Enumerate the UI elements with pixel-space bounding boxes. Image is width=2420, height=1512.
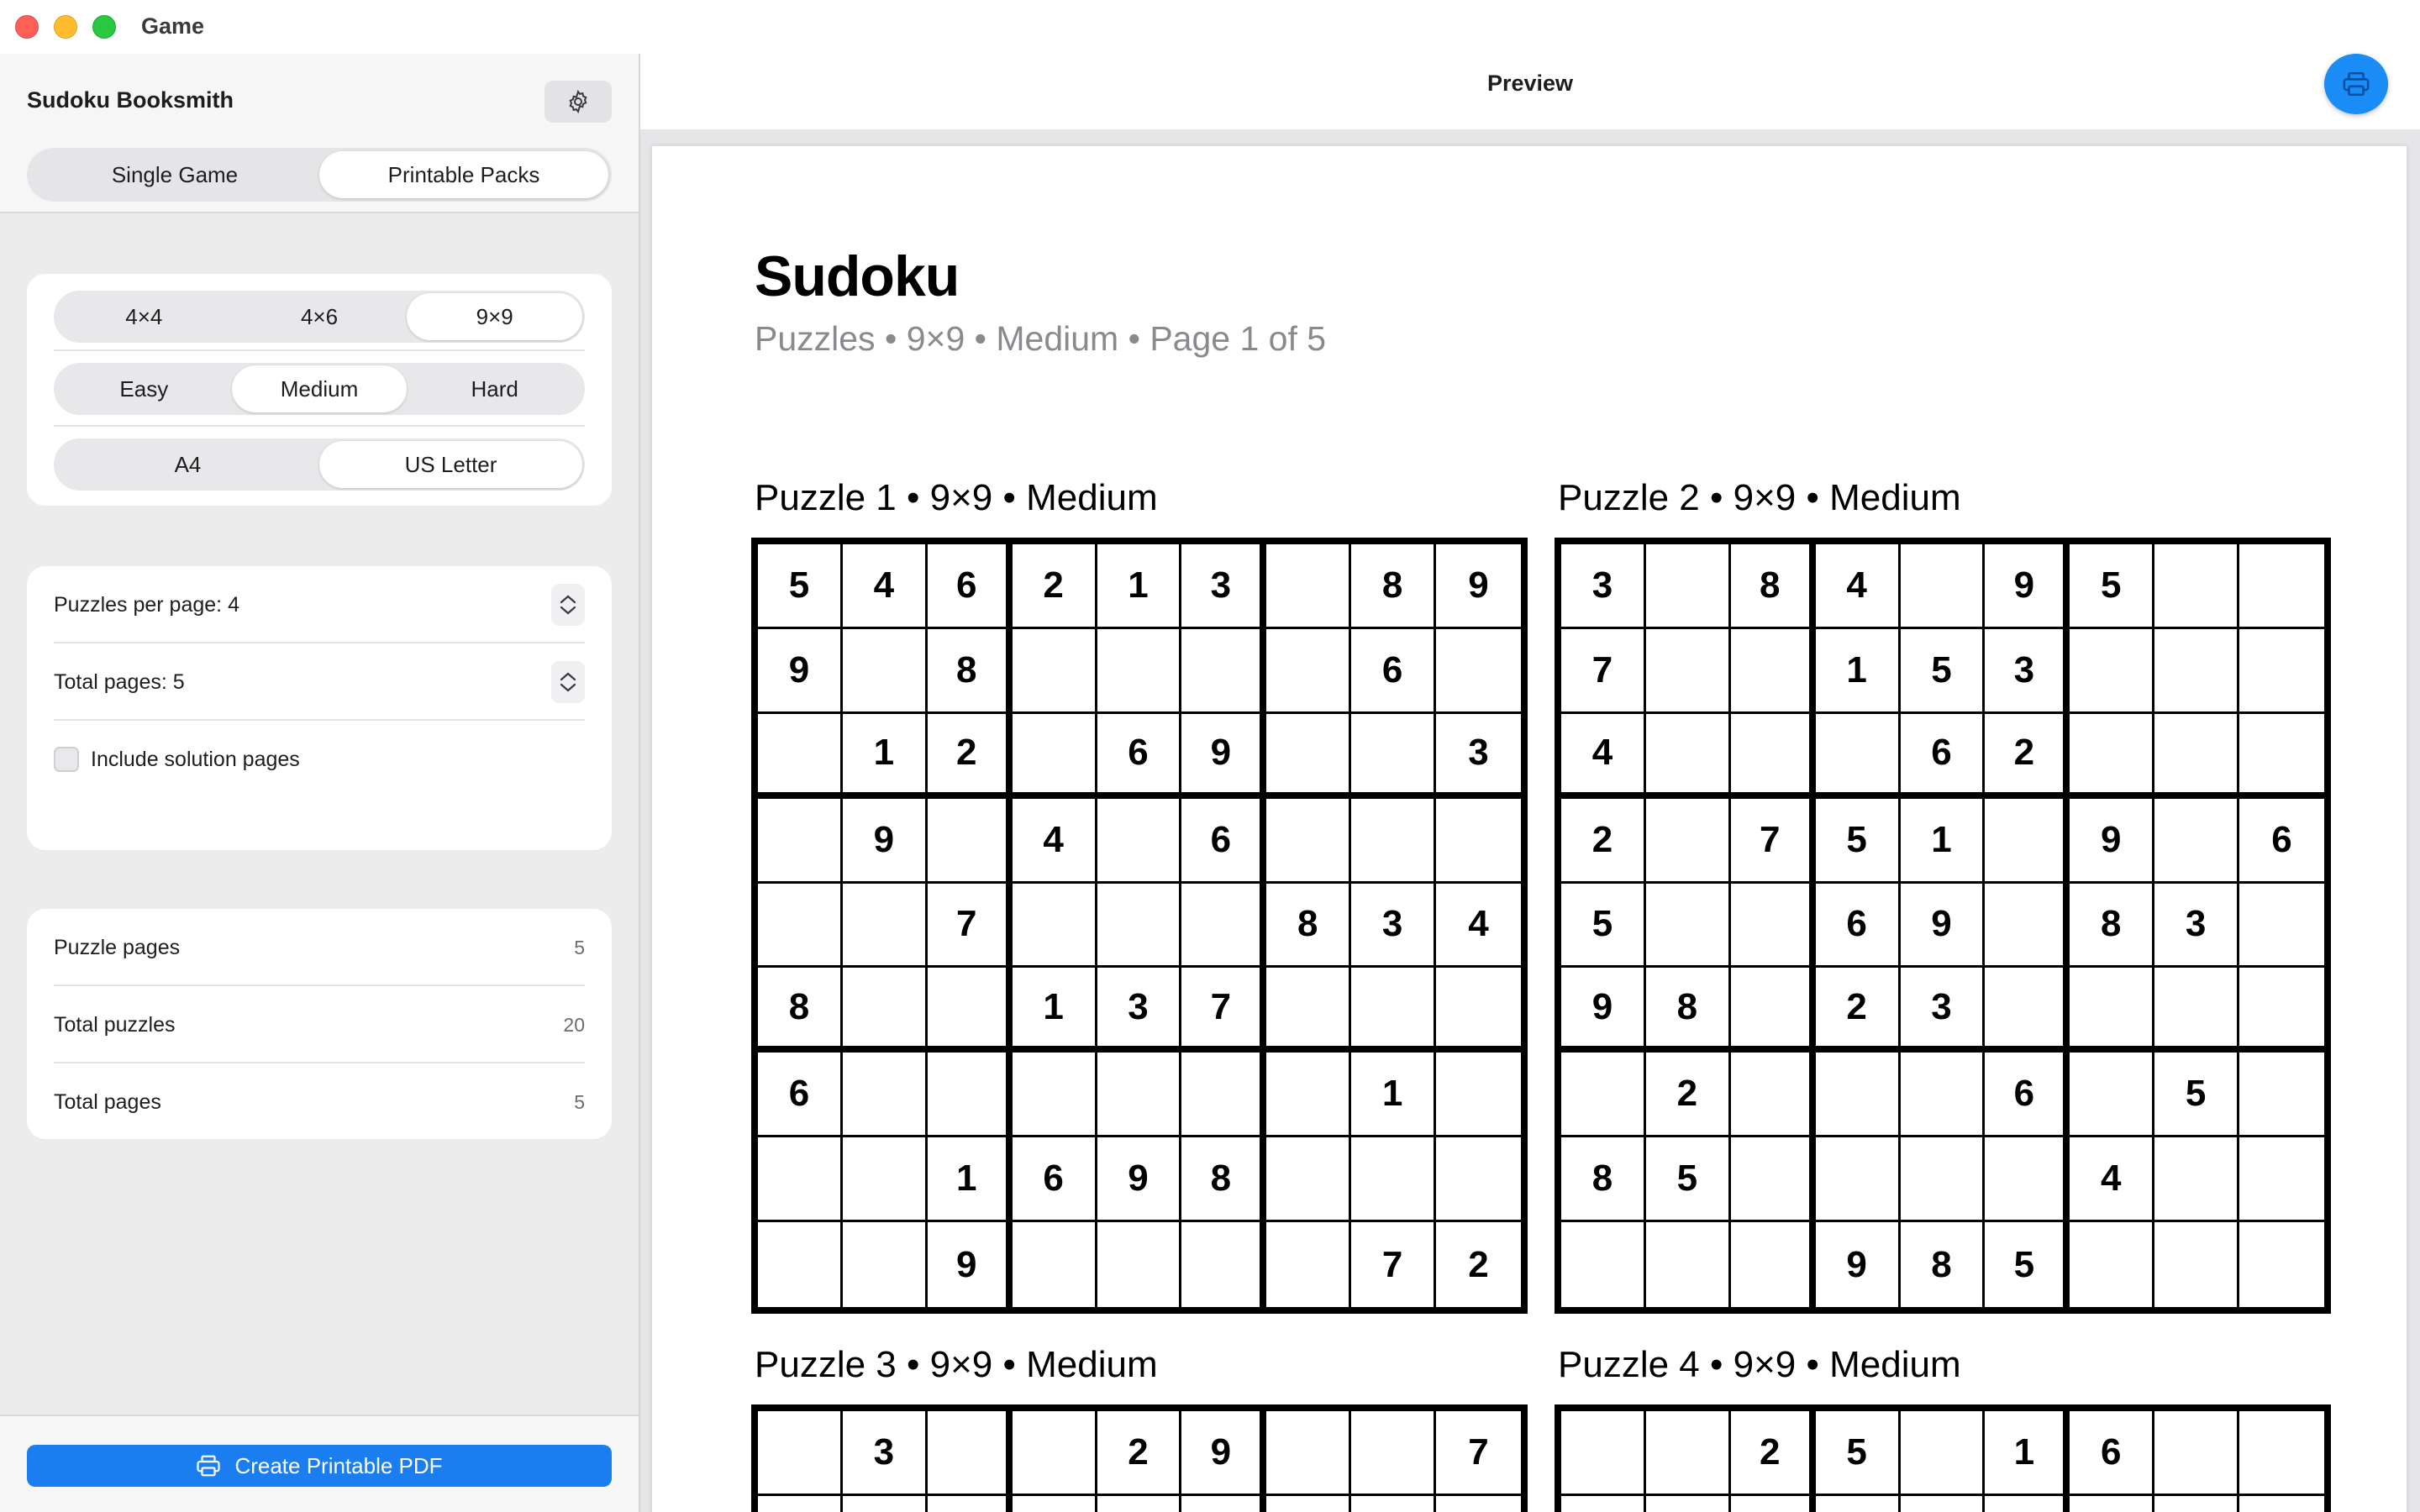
sudoku-cell: 3 <box>2154 884 2239 969</box>
sudoku-cell: 8 <box>2070 884 2154 969</box>
sudoku-cell <box>1266 968 1351 1053</box>
pages-card <box>27 566 612 850</box>
sudoku-cell <box>1013 1053 1097 1137</box>
sudoku-cell <box>1561 1053 1646 1137</box>
sudoku-cell <box>1181 629 1266 714</box>
summary-row <box>54 1063 585 1141</box>
puzzle-title: Puzzle 2 • 9×9 • Medium <box>1558 477 1961 518</box>
sudoku-cell <box>843 1222 928 1307</box>
sudoku-cell <box>1351 968 1436 1053</box>
sudoku-cell: 7 <box>928 884 1013 969</box>
sudoku-cell <box>1561 1496 1646 1512</box>
sudoku-cell: 7 <box>1436 1411 1521 1496</box>
sudoku-cell <box>2154 799 2239 884</box>
sudoku-cell <box>1985 1137 2070 1222</box>
document-title: Sudoku <box>755 244 960 308</box>
sudoku-cell <box>1351 1496 1436 1512</box>
sudoku-cell: 4 <box>1816 544 1901 629</box>
sudoku-cell: 3 <box>843 1411 928 1496</box>
sudoku-cell: 2 <box>1985 714 2070 799</box>
sudoku-cell <box>1646 1496 1731 1512</box>
sudoku-cell: 4 <box>1561 714 1646 799</box>
sudoku-cell <box>1013 1496 1097 1512</box>
sudoku-cell <box>1351 1411 1436 1496</box>
sudoku-cell <box>1013 884 1097 969</box>
puzzle-title: Puzzle 1 • 9×9 • Medium <box>755 477 1158 518</box>
sudoku-cell <box>1901 544 1986 629</box>
divider <box>54 425 585 427</box>
sudoku-cell <box>1731 884 1816 969</box>
size-option-4x6[interactable]: 4×6 <box>300 303 339 329</box>
size-segmented-control <box>54 291 585 343</box>
sudoku-cell: 7 <box>1181 968 1266 1053</box>
sudoku-cell <box>1181 1496 1266 1512</box>
sudoku-cell <box>1731 1137 1816 1222</box>
options-card <box>27 274 612 506</box>
sudoku-cell <box>843 1496 928 1512</box>
sudoku-cell <box>2070 1222 2154 1307</box>
title-bar <box>0 0 2420 54</box>
sudoku-cell: 5 <box>1985 1222 2070 1307</box>
sudoku-cell <box>1561 1411 1646 1496</box>
document-page <box>652 146 2407 1512</box>
sudoku-cell <box>1985 884 2070 969</box>
sudoku-cell <box>758 714 843 799</box>
puzzles-per-page-label: Puzzles per page: 4 <box>54 592 239 617</box>
sudoku-cell <box>1436 1496 1521 1512</box>
sudoku-cell <box>1985 799 2070 884</box>
sudoku-cell: 1 <box>843 714 928 799</box>
sudoku-cell <box>1436 1137 1521 1222</box>
sudoku-cell <box>1901 1053 1986 1137</box>
sudoku-cell: 8 <box>1266 884 1351 969</box>
sudoku-cell: 6 <box>1351 629 1436 714</box>
sudoku-cell <box>1646 714 1731 799</box>
puzzle-title: Puzzle 4 • 9×9 • Medium <box>1558 1344 1961 1385</box>
sudoku-cell <box>1181 1053 1266 1137</box>
sudoku-cell <box>1731 629 1816 714</box>
sudoku-cell: 3 <box>1097 968 1182 1053</box>
sudoku-cell <box>1816 1053 1901 1137</box>
sudoku-cell <box>2239 1137 2324 1222</box>
sudoku-cell <box>758 1411 843 1496</box>
printer-icon <box>2342 71 2370 97</box>
sudoku-grid <box>1555 538 2331 1314</box>
chevron-down-icon[interactable] <box>559 682 577 694</box>
sudoku-cell <box>1646 799 1731 884</box>
sudoku-cell <box>2154 1411 2239 1496</box>
sudoku-cell: 9 <box>1181 1411 1266 1496</box>
close-window-button[interactable] <box>15 15 39 39</box>
sudoku-cell <box>1013 1222 1097 1307</box>
sudoku-cell <box>1013 629 1097 714</box>
sudoku-cell <box>843 884 928 969</box>
summary-row <box>54 986 585 1063</box>
sudoku-cell <box>758 884 843 969</box>
summary-label: Puzzle pages <box>54 935 181 959</box>
sudoku-cell: 7 <box>1731 799 1816 884</box>
sudoku-grid <box>751 538 1528 1314</box>
sudoku-cell <box>843 968 928 1053</box>
sudoku-cell: 3 <box>1181 544 1266 629</box>
difficulty-segmented-control <box>54 363 585 415</box>
sudoku-cell <box>928 1411 1013 1496</box>
sudoku-cell: 2 <box>1468 1243 1489 1285</box>
settings-button[interactable] <box>544 81 612 123</box>
sudoku-cell: 8 <box>1561 1137 1646 1222</box>
paper-segmented-control <box>54 438 585 491</box>
sudoku-cell: 6 <box>928 544 1013 629</box>
include-solutions-row <box>54 721 585 798</box>
tab-single-game[interactable]: Single Game <box>111 161 239 187</box>
sudoku-cell <box>2154 1137 2239 1222</box>
sudoku-cell <box>1351 1137 1436 1222</box>
sudoku-cell: 8 <box>928 629 1013 714</box>
sudoku-cell <box>2239 1496 2324 1512</box>
sudoku-cell: 9 <box>1985 544 2070 629</box>
sudoku-cell <box>1436 1053 1521 1137</box>
sudoku-cell: 9 <box>758 629 843 714</box>
sudoku-cell: 9 <box>928 1222 1013 1307</box>
sudoku-cell <box>1266 544 1351 629</box>
summary-label: Total pages <box>54 1089 161 1114</box>
sudoku-cell: 6 <box>1013 1137 1097 1222</box>
sudoku-cell: 9 <box>1436 544 1521 629</box>
difficulty-option-medium[interactable]: Medium <box>232 365 408 412</box>
sudoku-cell <box>1097 1222 1182 1307</box>
sudoku-cell <box>2154 714 2239 799</box>
sudoku-cell: 8 <box>1731 544 1816 629</box>
sudoku-cell <box>1266 1496 1351 1512</box>
sudoku-cell <box>2070 714 2154 799</box>
sudoku-cell <box>1097 1496 1182 1512</box>
sidebar-footer <box>0 1415 639 1512</box>
sudoku-cell: 7 <box>1351 1222 1436 1307</box>
size-option-9x9[interactable]: 9×9 <box>407 293 582 340</box>
preview-area[interactable] <box>640 129 2420 1512</box>
sudoku-cell <box>1266 1411 1351 1496</box>
zoom-window-button[interactable] <box>92 15 116 39</box>
sudoku-cell <box>758 1222 843 1307</box>
chevron-up-icon[interactable] <box>559 670 577 682</box>
sudoku-cell: 2 <box>1731 1411 1816 1496</box>
sudoku-cell: 8 <box>1646 968 1731 1053</box>
divider <box>54 349 585 351</box>
sudoku-cell <box>1266 799 1351 884</box>
sudoku-cell <box>843 1053 928 1137</box>
sudoku-cell: 1 <box>1901 799 1986 884</box>
sudoku-cell <box>1097 799 1182 884</box>
sudoku-cell <box>1266 1222 1351 1307</box>
sudoku-cell <box>1561 1222 1646 1307</box>
sudoku-cell: 4 <box>843 544 928 629</box>
sudoku-cell: 5 <box>1646 1137 1731 1222</box>
sudoku-cell <box>843 629 928 714</box>
paper-option-a4[interactable]: A4 <box>174 451 202 477</box>
summary-value: 20 <box>563 1013 585 1036</box>
sudoku-cell <box>2070 629 2154 714</box>
sudoku-cell <box>1731 714 1816 799</box>
sudoku-cell <box>1013 714 1097 799</box>
total-pages-stepper[interactable] <box>551 661 585 703</box>
puzzles-per-page-stepper[interactable] <box>551 584 585 626</box>
sudoku-cell: 9 <box>1901 884 1986 969</box>
sudoku-cell: 1 <box>1816 629 1901 714</box>
sudoku-cell <box>1985 968 2070 1053</box>
sudoku-cell: 3 <box>1985 629 2070 714</box>
sudoku-cell <box>2239 1222 2324 1307</box>
sudoku-cell <box>1013 1411 1097 1496</box>
sudoku-cell <box>1436 629 1521 714</box>
chevron-up-icon[interactable] <box>559 593 577 605</box>
sudoku-cell <box>843 1137 928 1222</box>
sudoku-cell <box>1097 629 1182 714</box>
sudoku-cell <box>758 1137 843 1222</box>
sudoku-cell: 9 <box>1816 1222 1901 1307</box>
sudoku-cell: 5 <box>1816 799 1901 884</box>
summary-row <box>54 909 585 986</box>
puzzle-title: Puzzle 3 • 9×9 • Medium <box>755 1344 1158 1385</box>
size-option-4x4[interactable]: 4×4 <box>125 303 163 329</box>
sudoku-cell: 6 <box>1097 714 1182 799</box>
sudoku-cell <box>2070 1496 2154 1512</box>
sudoku-cell: 4 <box>1436 884 1521 969</box>
sudoku-grid <box>751 1404 1528 1512</box>
total-pages-row <box>54 643 585 721</box>
sudoku-cell: 7 <box>1561 629 1646 714</box>
sudoku-cell <box>928 799 1013 884</box>
sudoku-cell: 5 <box>2154 1053 2239 1137</box>
sudoku-cell <box>1181 1222 1266 1307</box>
sudoku-cell <box>1646 1411 1731 1496</box>
sudoku-cell <box>1181 884 1266 969</box>
sudoku-cell <box>1266 714 1351 799</box>
include-solutions-label: Include solution pages <box>91 747 300 771</box>
sudoku-cell <box>2239 629 2324 714</box>
sudoku-cell: 3 <box>1436 714 1521 799</box>
sudoku-cell <box>2239 544 2324 629</box>
sudoku-cell <box>1436 799 1521 884</box>
sudoku-cell <box>758 1496 843 1512</box>
sudoku-cell <box>1351 714 1436 799</box>
sudoku-cell <box>2239 1053 2324 1137</box>
sudoku-cell: 8 <box>1181 1137 1266 1222</box>
sudoku-cell <box>1816 714 1901 799</box>
sudoku-cell: 2 <box>1013 544 1097 629</box>
preview-title: Preview <box>1486 71 1574 96</box>
sudoku-cell <box>1731 1053 1816 1137</box>
sudoku-cell <box>2070 1053 2154 1137</box>
sudoku-cell: 8 <box>1901 1222 1986 1307</box>
include-solutions-checkbox[interactable] <box>54 747 79 772</box>
paper-option-us-letter[interactable]: US Letter <box>319 441 582 488</box>
sudoku-cell <box>1646 884 1731 969</box>
sudoku-cell <box>758 799 843 884</box>
sudoku-cell: 3 <box>1901 968 1986 1053</box>
sudoku-cell <box>2154 968 2239 1053</box>
sudoku-cell: 5 <box>1901 629 1986 714</box>
sudoku-cell: 5 <box>1816 1411 1901 1496</box>
sudoku-cell <box>928 968 1013 1053</box>
sudoku-cell <box>1266 1053 1351 1137</box>
sudoku-cell <box>1646 544 1731 629</box>
sudoku-cell <box>1901 1496 1986 1512</box>
preview-header <box>640 54 2420 129</box>
difficulty-option-easy[interactable]: Easy <box>119 375 169 402</box>
sudoku-cell: 4 <box>2070 1137 2154 1222</box>
sudoku-cell <box>2154 629 2239 714</box>
gear-icon <box>566 89 591 114</box>
window-title: Game <box>141 13 205 39</box>
sudoku-cell <box>2154 1496 2239 1512</box>
sudoku-cell: 3 <box>1561 544 1646 629</box>
sudoku-cell <box>1266 629 1351 714</box>
sudoku-grid <box>1555 1404 2331 1512</box>
sudoku-cell: 1 <box>928 1137 1013 1222</box>
sudoku-cell: 5 <box>1561 884 1646 969</box>
minimize-window-button[interactable] <box>54 15 77 39</box>
document-subtitle: Puzzles • 9×9 • Medium • Page 1 of 5 <box>755 319 1327 358</box>
sudoku-cell <box>1901 1137 1986 1222</box>
sudoku-cell <box>1646 1222 1731 1307</box>
sudoku-cell: 2 <box>1646 1053 1731 1137</box>
sudoku-cell: 4 <box>1013 799 1097 884</box>
sudoku-cell: 6 <box>1985 1053 2070 1137</box>
sudoku-cell: 9 <box>2070 799 2154 884</box>
sudoku-cell <box>2154 1222 2239 1307</box>
printer-icon <box>196 1454 221 1478</box>
summary-card <box>27 909 612 1139</box>
summary-label: Total puzzles <box>54 1012 176 1037</box>
sudoku-cell: 1 <box>1351 1053 1436 1137</box>
summary-value: 5 <box>574 1090 585 1113</box>
sudoku-cell: 3 <box>1351 884 1436 969</box>
difficulty-option-hard[interactable]: Hard <box>471 375 518 402</box>
sudoku-cell <box>1097 1053 1182 1137</box>
sudoku-cell <box>1731 1496 1816 1512</box>
total-pages-label: Total pages: 5 <box>54 669 185 694</box>
sudoku-cell <box>1731 1222 1816 1307</box>
sudoku-cell <box>1436 968 1521 1053</box>
sudoku-cell: 6 <box>2239 799 2324 884</box>
sudoku-cell <box>1901 1411 1986 1496</box>
sudoku-cell: 8 <box>1351 544 1436 629</box>
sudoku-cell: 2 <box>1097 1411 1182 1496</box>
sudoku-cell: 1 <box>1097 544 1182 629</box>
sudoku-cell <box>1985 1496 2070 1512</box>
sudoku-cell: 1 <box>1985 1411 2070 1496</box>
sudoku-cell: 6 <box>2070 1411 2154 1496</box>
sudoku-cell <box>2239 1411 2324 1496</box>
sudoku-cell <box>2239 884 2324 969</box>
sudoku-cell: 6 <box>1901 714 1986 799</box>
create-printable-pdf-label: Create Printable PDF <box>234 1452 443 1478</box>
sudoku-cell: 9 <box>1097 1137 1182 1222</box>
sudoku-cell: 2 <box>1816 968 1901 1053</box>
sudoku-cell: 1 <box>1013 968 1097 1053</box>
chevron-down-icon[interactable] <box>559 605 577 617</box>
sudoku-cell: 9 <box>1561 968 1646 1053</box>
sudoku-cell <box>1731 968 1816 1053</box>
sudoku-cell: 2 <box>928 714 1013 799</box>
sidebar-header <box>0 54 639 213</box>
create-printable-pdf-button[interactable] <box>27 1445 612 1487</box>
sudoku-cell <box>1816 1137 1901 1222</box>
sudoku-cell <box>928 1053 1013 1137</box>
sudoku-cell <box>2239 968 2324 1053</box>
print-button[interactable] <box>2324 54 2388 114</box>
sudoku-cell: 6 <box>758 1053 843 1137</box>
sudoku-cell: 5 <box>758 544 843 629</box>
sudoku-cell: 9 <box>843 799 928 884</box>
sudoku-cell: 6 <box>1181 799 1266 884</box>
sudoku-cell: 6 <box>1816 884 1901 969</box>
sudoku-cell: 2 <box>1561 799 1646 884</box>
sudoku-cell <box>2239 714 2324 799</box>
sudoku-cell <box>1646 629 1731 714</box>
sudoku-cell <box>1816 1496 1901 1512</box>
mode-segmented-control <box>27 148 612 202</box>
app-name: Sudoku Booksmith <box>27 87 234 113</box>
summary-value: 5 <box>574 936 585 958</box>
sudoku-cell <box>1266 1137 1351 1222</box>
sudoku-cell: 5 <box>2070 544 2154 629</box>
sudoku-cell: 8 <box>758 968 843 1053</box>
tab-printable-packs[interactable]: Printable Packs <box>319 151 608 198</box>
sudoku-cell <box>928 1496 1013 1512</box>
sudoku-cell <box>1097 884 1182 969</box>
sudoku-cell <box>2154 544 2239 629</box>
sidebar <box>0 54 640 1512</box>
puzzles-per-page-row <box>54 566 585 643</box>
sudoku-cell: 9 <box>1181 714 1266 799</box>
sudoku-cell <box>1351 799 1436 884</box>
sudoku-cell <box>2070 968 2154 1053</box>
